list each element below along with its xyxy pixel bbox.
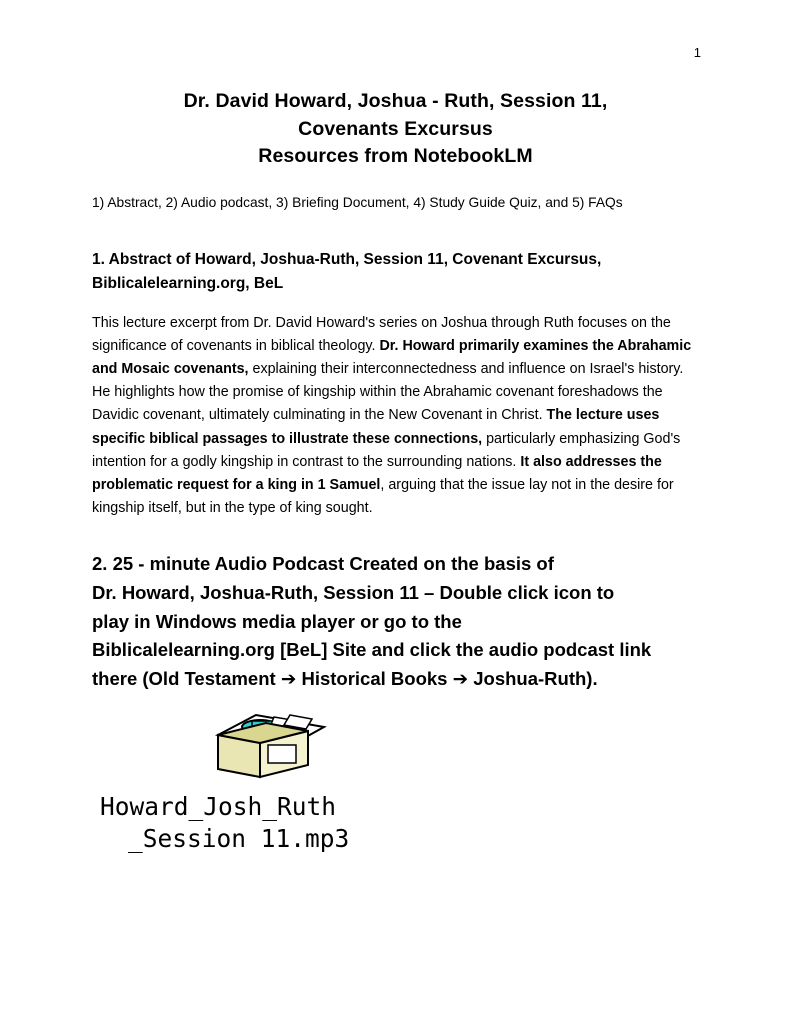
section-2-heading-line-5c: Joshua-Ruth).	[468, 667, 598, 689]
abstract-paragraph	[92, 312, 699, 520]
abstract-run-3: The lecture uses specific biblical passages to illustrate these connections,	[92, 407, 660, 447]
embedded-audio-file[interactable]	[92, 713, 699, 873]
section-1-heading	[92, 248, 699, 296]
section-2-heading-line-5a: there (Old Testament	[92, 667, 281, 689]
section-2-heading-line-3: play in Windows media player or go to the	[92, 610, 462, 632]
abstract-run-5: It also addresses the problematic request for a king in 1 Samuel	[92, 453, 662, 493]
audio-file-name[interactable]	[100, 791, 570, 856]
section-1-heading-line-2: Biblicalelearning.org, BeL	[92, 274, 284, 292]
abstract-run-0: This lecture excerpt from Dr. David Howard's series on Joshua through Ruth focuses on the significance of covenants in biblical theology.	[92, 314, 671, 354]
resource-list-subtitle: 1) Abstract, 2) Audio podcast, 3) Briefing Document, 4) Study Guide Quiz, and 5) FAQs	[92, 195, 623, 211]
section-1-heading-line-1: 1. Abstract of Howard, Joshua-Ruth, Session 11, Covenant Excursus,	[92, 250, 602, 268]
abstract-run-2: explaining their interconnectedness and influence on Israel's history. He highlights how the promise of kingship within the Abrahamic covenant foreshadows the Davidic covenant, ultimately culminating in the New Covenant in Christ.	[92, 361, 684, 424]
abstract-run-6: , arguing that the issue lay not in the desire for kingship itself, but in the type of king sought.	[92, 476, 674, 517]
section-audio-podcast	[92, 550, 699, 872]
section-2-heading-line-5b: Historical Books	[296, 667, 453, 689]
section-2-heading-line-2: Dr. Howard, Joshua-Ruth, Session 11 – Double click icon to	[92, 581, 615, 603]
document-content	[92, 88, 699, 873]
arrow-right-icon-1: ➔	[280, 668, 297, 690]
abstract-run-4: particularly emphasizing God's intention for a godly kingship in contrast to the surrounding nations.	[92, 430, 681, 470]
title-line-1: Dr. David Howard, Joshua - Ruth, Session 11,	[183, 90, 608, 112]
title-line-3: Resources from NotebookLM	[258, 145, 533, 168]
arrow-right-icon-2: ➔	[452, 668, 469, 690]
audio-file-name-line-1: Howard_Josh_Ruth	[100, 791, 337, 821]
section-2-heading-line-1: 2. 25 - minute Audio Podcast Created on the basis of	[92, 553, 554, 575]
page-number: 1	[693, 45, 701, 60]
section-2-heading	[92, 550, 699, 694]
audio-file-name-line-2: _Session 11.mp3	[128, 823, 350, 853]
section-2-heading-line-4: Biblicalelearning.org [BeL] Site and click the audio podcast link	[92, 639, 652, 661]
section-abstract	[92, 248, 699, 520]
page-title	[92, 88, 699, 171]
abstract-run-1: Dr. Howard primarily examines the Abrahamic and Mosaic covenants,	[92, 337, 692, 378]
media-package-icon[interactable]	[212, 713, 330, 781]
title-line-2: Covenants Excursus	[298, 117, 493, 140]
